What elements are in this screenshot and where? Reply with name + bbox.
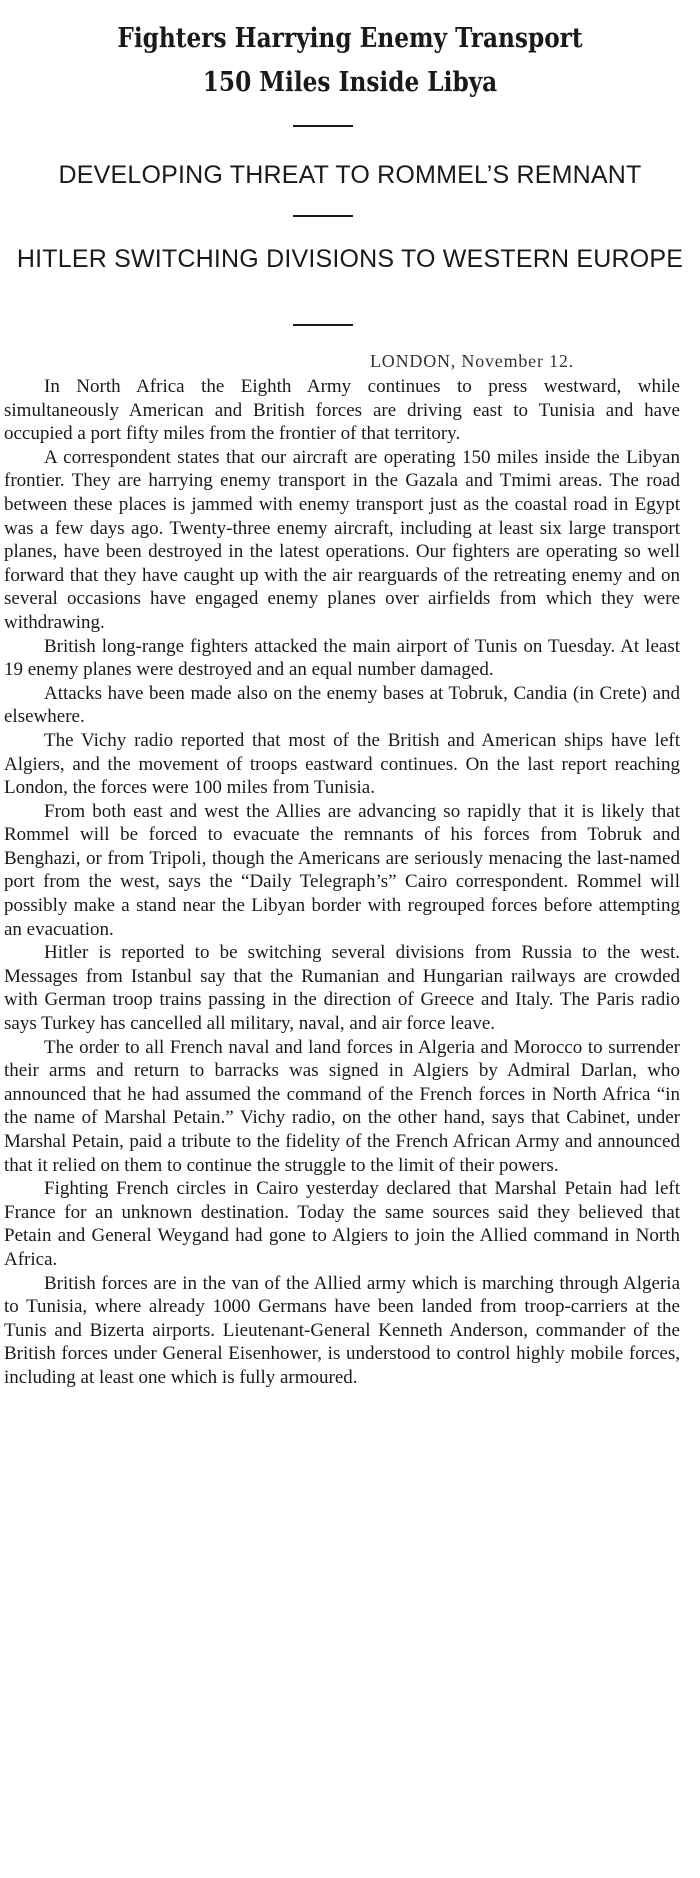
- paragraph: British forces are in the van of the Allied army which is marching through Algeria to Tunisia, where already 1000 Germans have been landed from troop-carriers at the Tunis and Bizerta airports. Lieutenant-General Kenneth Anderson, commander of the British forces under General Eisenhower, is understood to control highly mobile forces, including at least one which is fully armoured.: [4, 1272, 680, 1388]
- subheadline-1: DEVELOPING THREAT TO ROMMEL’S REMNANT: [58, 161, 642, 189]
- divider-rule: [293, 125, 353, 127]
- paragraph: Hitler is reported to be switching several divisions from Russia to the west. Messages from Istanbul say that the Rumanian and Hungarian railways are crowded with German troop trains passing in the direction of Greece and Italy. The Paris radio says Turkey has cancelled all military, naval, and air force leave.: [4, 942, 680, 1035]
- dateline: LONDON, November 12.: [370, 351, 574, 371]
- paragraph: The Vichy radio reported that most of the British and American ships have left Algiers, and the movement of troops eastward continues. On the last report reaching London, the forces were 100 miles from Tunisia.: [4, 729, 680, 799]
- subheadline-2: HITLER SWITCHING DIVISIONS TO WESTERN EUROPE: [16, 245, 684, 273]
- headline-line-1: Fighters Harrying Enemy Transport: [117, 23, 583, 54]
- divider-rule: [293, 215, 353, 217]
- paragraph: Attacks have been made also on the enemy bases at Tobruk, Candia (in Crete) and elsewhere.: [4, 682, 680, 728]
- paragraph: British long-range fighters attacked the main airport of Tunis on Tuesday. At least 19 enemy planes were destroyed and an equal number damaged.: [4, 635, 680, 681]
- divider-rule: [293, 324, 353, 326]
- paragraph: A correspondent states that our aircraft are operating 150 miles inside the Libyan frontier. They are harrying enemy transport in the Gazala and Tmimi areas. The road between these places is jammed with enemy transport just as the coastal road in Egypt was a few days ago. Twenty-three enemy aircraft, including at least six large transport planes, have been destroyed in the latest operations. Our fighters are operating so well forward that they have caught up with the air rearguards of the retreating enemy and on several occasions have engaged enemy planes over airfields from which they were withdrawing.: [4, 446, 680, 633]
- headline-line-2: 150 Miles Inside Libya: [202, 67, 498, 98]
- paragraph: The order to all French naval and land forces in Algeria and Morocco to surrender their arms and return to barracks was signed in Algiers by Admiral Darlan, who announced that he had assumed the command of the French forces in North Africa “in the name of Marshal Petain.” Vichy radio, on the other hand, says that Cabinet, under Marshal Petain, paid a tribute to the fidelity of the French African Army and announced that it relied on them to continue the struggle to the limit of their powers.: [4, 1036, 680, 1176]
- paragraph: From both east and west the Allies are advancing so rapidly that it is likely that Rommel will be forced to evacuate the remnants of his forces from Tobruk and Benghazi, or from Tripoli, though the Americans are seriously menacing the last-named port from the west, says the “Daily Telegraph’s” Cairo correspondent. Rommel will possibly make a stand near the Libyan border with regrouped forces before attempting an evacuation.: [4, 800, 680, 940]
- paragraph: Fighting French circles in Cairo yesterday declared that Marshal Petain had left France for an unknown destination. Today the same sources said they believed that Petain and General Weygand had gone to Algiers to join the Allied command in North Africa.: [4, 1178, 680, 1270]
- paragraph: In North Africa the Eighth Army continues to press westward, while simultaneously American and British forces are driving east to Tunisia and have occupied a port fifty miles from the frontier of that territory.: [4, 376, 680, 445]
- article-body: [4, 375, 680, 1390]
